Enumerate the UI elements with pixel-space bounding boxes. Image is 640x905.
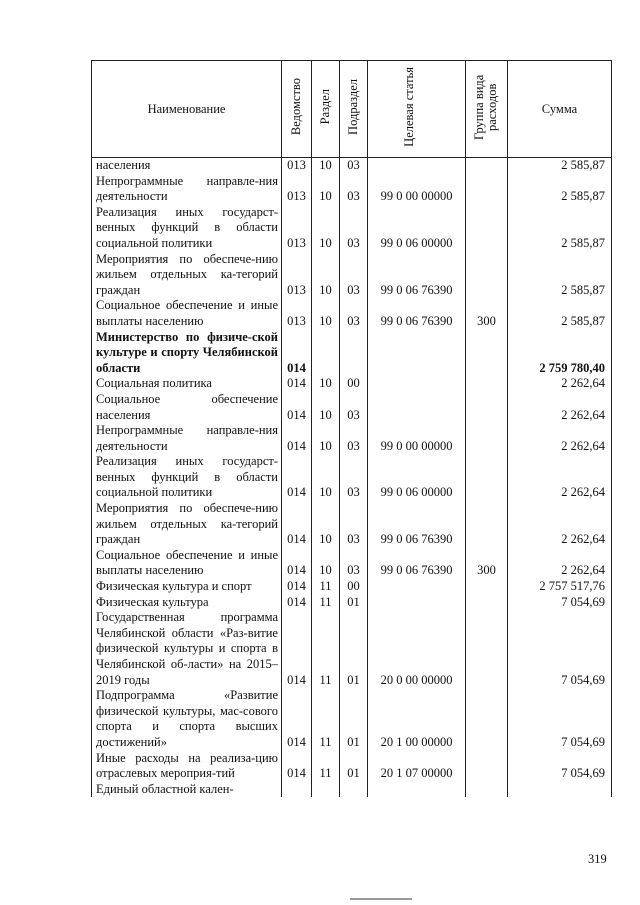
cell-name: Государственная программа Челябинской области «Раз-витие физической культуры и спорта в Челябинской об-ласти» на 2015–2019 годы	[92, 610, 282, 688]
cell-group	[466, 782, 508, 798]
cell-subsection: 00	[340, 376, 368, 392]
cell-target: 99 0 06 76390	[368, 501, 466, 548]
cell-amount: 2 757 517,76	[508, 579, 612, 595]
cell-dept: 014	[282, 423, 312, 454]
cell-section: 10	[312, 392, 340, 423]
cell-target: 99 0 00 00000	[368, 174, 466, 205]
cell-subsection: 03	[340, 298, 368, 329]
table-row	[92, 174, 612, 205]
table-row	[92, 501, 612, 548]
cell-group	[466, 423, 508, 454]
cell-name: Социальное обеспечение и иные выплаты населению	[92, 548, 282, 579]
cell-section: 10	[312, 174, 340, 205]
table-row	[92, 688, 612, 750]
cell-section	[312, 782, 340, 798]
cell-group	[466, 610, 508, 688]
cell-target	[368, 595, 466, 611]
cell-section: 10	[312, 376, 340, 392]
cell-amount: 2 585,87	[508, 205, 612, 252]
cell-subsection: 00	[340, 579, 368, 595]
scan-mark	[350, 898, 412, 900]
table-row	[92, 454, 612, 501]
cell-name: Реализация иных государст-венных функций в области социальной политики	[92, 454, 282, 501]
header-name: Наименование	[92, 61, 282, 158]
cell-group	[466, 688, 508, 750]
table-row	[92, 579, 612, 595]
table-row	[92, 252, 612, 299]
table-row	[92, 392, 612, 423]
cell-dept: 014	[282, 376, 312, 392]
cell-subsection: 01	[340, 610, 368, 688]
cell-target: 20 1 00 00000	[368, 688, 466, 750]
cell-amount: 2 262,64	[508, 548, 612, 579]
cell-amount: 7 054,69	[508, 610, 612, 688]
table-row	[92, 423, 612, 454]
cell-subsection: 03	[340, 548, 368, 579]
budget-table	[91, 60, 612, 797]
table-row	[92, 548, 612, 579]
cell-dept: 014	[282, 688, 312, 750]
cell-amount: 2 262,64	[508, 501, 612, 548]
cell-section: 10	[312, 454, 340, 501]
cell-subsection: 01	[340, 595, 368, 611]
cell-name: Мероприятия по обеспече-нию жильем отдельных ка-тегорий граждан	[92, 252, 282, 299]
cell-subsection: 03	[340, 501, 368, 548]
cell-dept: 013	[282, 158, 312, 174]
cell-target	[368, 392, 466, 423]
cell-name: Министерство по физиче-ской культуре и спорту Челябинской области	[92, 330, 282, 377]
cell-amount: 7 054,69	[508, 751, 612, 782]
cell-amount: 2 585,87	[508, 252, 612, 299]
cell-group	[466, 376, 508, 392]
cell-target: 99 0 06 76390	[368, 298, 466, 329]
cell-amount: 2 585,87	[508, 174, 612, 205]
header-target: Целевая статья	[368, 61, 466, 158]
cell-dept: 013	[282, 252, 312, 299]
cell-name: Иные расходы на реализа-цию отраслевых мероприя-тий	[92, 751, 282, 782]
cell-subsection: 03	[340, 252, 368, 299]
cell-target: 99 0 06 76390	[368, 252, 466, 299]
cell-group	[466, 454, 508, 501]
cell-name: Непрограммные направле-ния деятельности	[92, 423, 282, 454]
cell-target	[368, 579, 466, 595]
cell-name: населения	[92, 158, 282, 174]
cell-amount	[508, 782, 612, 798]
cell-dept: 013	[282, 174, 312, 205]
header-section: Раздел	[312, 61, 340, 158]
cell-group	[466, 392, 508, 423]
cell-section: 11	[312, 595, 340, 611]
cell-dept: 014	[282, 330, 312, 377]
cell-dept: 013	[282, 298, 312, 329]
cell-name: Социальное обеспечение и иные выплаты населению	[92, 298, 282, 329]
cell-name: Единый областной кален-	[92, 782, 282, 798]
cell-subsection: 03	[340, 454, 368, 501]
cell-section: 10	[312, 298, 340, 329]
page-number: 319	[588, 852, 607, 866]
header-amount: Сумма	[508, 61, 612, 158]
cell-amount: 2 759 780,40	[508, 330, 612, 377]
cell-target	[368, 330, 466, 377]
cell-group	[466, 252, 508, 299]
cell-group	[466, 330, 508, 377]
cell-dept: 014	[282, 454, 312, 501]
cell-group	[466, 205, 508, 252]
table-row	[92, 610, 612, 688]
cell-name: Социальное обеспечение населения	[92, 392, 282, 423]
header-dept: Ведомство	[282, 61, 312, 158]
cell-section	[312, 330, 340, 377]
cell-target: 20 0 00 00000	[368, 610, 466, 688]
cell-section: 11	[312, 688, 340, 750]
cell-name: Непрограммные направле-ния деятельности	[92, 174, 282, 205]
cell-section: 11	[312, 579, 340, 595]
table-row	[92, 330, 612, 377]
cell-amount: 7 054,69	[508, 595, 612, 611]
cell-subsection: 03	[340, 174, 368, 205]
cell-target	[368, 158, 466, 174]
cell-name: Физическая культура	[92, 595, 282, 611]
header-subsection: Подраздел	[340, 61, 368, 158]
cell-amount: 2 262,64	[508, 423, 612, 454]
cell-dept: 014	[282, 548, 312, 579]
cell-name: Физическая культура и спорт	[92, 579, 282, 595]
cell-dept: 014	[282, 392, 312, 423]
cell-group	[466, 158, 508, 174]
cell-target: 99 0 06 00000	[368, 454, 466, 501]
cell-group	[466, 174, 508, 205]
cell-group	[466, 751, 508, 782]
table-row	[92, 751, 612, 782]
cell-group: 300	[466, 548, 508, 579]
cell-subsection: 03	[340, 423, 368, 454]
cell-target: 99 0 06 00000	[368, 205, 466, 252]
cell-target: 99 0 00 00000	[368, 423, 466, 454]
cell-subsection: 03	[340, 205, 368, 252]
cell-section: 10	[312, 252, 340, 299]
cell-group	[466, 501, 508, 548]
cell-subsection: 03	[340, 392, 368, 423]
cell-target: 99 0 06 76390	[368, 548, 466, 579]
cell-group: 300	[466, 298, 508, 329]
cell-amount: 7 054,69	[508, 688, 612, 750]
cell-target	[368, 782, 466, 798]
table-row	[92, 205, 612, 252]
cell-dept: 014	[282, 595, 312, 611]
cell-subsection: 01	[340, 688, 368, 750]
cell-dept: 014	[282, 501, 312, 548]
cell-section: 10	[312, 548, 340, 579]
table-row	[92, 595, 612, 611]
cell-amount: 2 262,64	[508, 454, 612, 501]
cell-section: 10	[312, 423, 340, 454]
cell-dept	[282, 782, 312, 798]
cell-target	[368, 376, 466, 392]
cell-section: 11	[312, 751, 340, 782]
cell-dept: 014	[282, 610, 312, 688]
cell-dept: 013	[282, 205, 312, 252]
table-row	[92, 782, 612, 798]
cell-amount: 2 262,64	[508, 376, 612, 392]
cell-dept: 014	[282, 751, 312, 782]
cell-name: Мероприятия по обеспече-нию жильем отдельных ка-тегорий граждан	[92, 501, 282, 548]
cell-section: 11	[312, 610, 340, 688]
cell-subsection	[340, 330, 368, 377]
table-row	[92, 158, 612, 174]
cell-subsection	[340, 782, 368, 798]
cell-section: 10	[312, 205, 340, 252]
cell-dept: 014	[282, 579, 312, 595]
cell-name: Подпрограмма «Развитие физической культуры, мас-сового спорта и спорта высших достижений»	[92, 688, 282, 750]
cell-subsection: 03	[340, 158, 368, 174]
cell-subsection: 01	[340, 751, 368, 782]
table-header-row	[92, 61, 612, 158]
header-expense-group: Группа вида расходов	[466, 61, 508, 158]
cell-group	[466, 579, 508, 595]
cell-section: 10	[312, 158, 340, 174]
table-row	[92, 376, 612, 392]
cell-name: Реализация иных государст-венных функций в области социальной политики	[92, 205, 282, 252]
cell-amount: 2 585,87	[508, 298, 612, 329]
cell-amount: 2 262,64	[508, 392, 612, 423]
table-row	[92, 298, 612, 329]
cell-group	[466, 595, 508, 611]
cell-name: Социальная политика	[92, 376, 282, 392]
cell-target: 20 1 07 00000	[368, 751, 466, 782]
cell-section: 10	[312, 501, 340, 548]
cell-amount: 2 585,87	[508, 158, 612, 174]
